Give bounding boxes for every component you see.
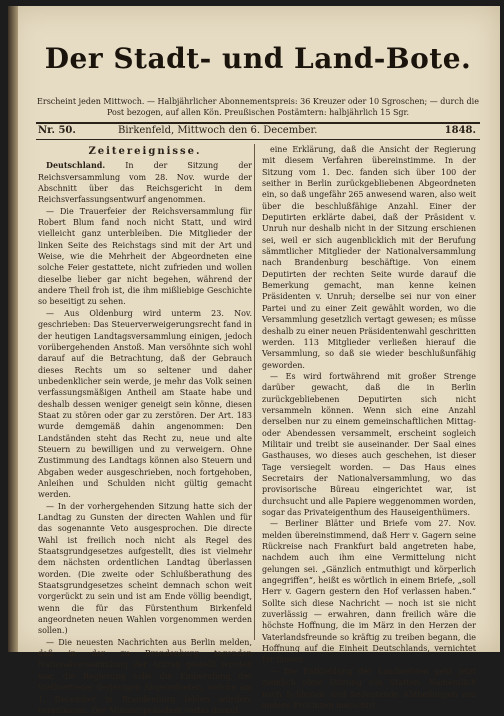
article-paragraph: — Aus Oldenburg wird unterm 23. Nov. geschrieben: Das Steuerverweigerungsrecht fand in der heutigen Landtagsversammlung einigen, jedoch vorübergehenden Anstoß. Man versöhnte sich wohl darauf auf die Betrachtung, daß der Gebrauch dieses Rechts um so seltener und daher unbedenklicher sein werde, je mehr das Volk seinen verfassungsmäßigen Antheil am Staate habe und deshalb dessen weniger geneigt sein könne, diesen Staat zu stören oder gar zu zerstören. Der Art. 183 wurde demgemäß dahin angenommen: Den Landständen steht das Recht zu, neue und alte Steuern zu bewilligen und zu verweigern. Ohne Zustimmung des Landtags können also Steuern und Abgaben weder ausgeschrieben, noch fortgehoben, Anleihen und Schulden nicht gültig gemacht werden. [38,308,252,500]
article-paragraph: Deutschland. In der Sitzung der Reichsversammlung vom 28. Nov. wurde der Abschnitt über das Reichsgericht in dem Reichsverfassungsentwurf angenommen. [38,160,252,205]
masthead-title: Der Stadt- und Land-Bote. [44,42,472,75]
subscription-line-2: Post bezogen, auf allen Kön. Preußischen Postämtern: halbjährlich 15 Sgr. [106,108,410,117]
issue-number: Nr. 50. [38,125,76,136]
subscription-line-1: Erscheint jeden Mittwoch. — Halbjährlicher Abonnementspreis: 36 Kreuzer oder 10 Sgroschen; — durch die [37,97,479,106]
header-rule-bottom [36,139,480,140]
section-title: Zeitereignisse. [88,146,202,157]
binding-spine [8,6,18,652]
dateline: Deutschland. [46,160,106,171]
article-paragraph: — Die neuesten Nachrichten aus Berlin melden, daß in der zu Brandenburg tagenden Nationalversammlung der Antrag gestellt worden war, die Regierung solle die Einberufung der Stellvertreter derjenigen Abgeordneten, welche am 1. December in Brandenburg fehlen würden, veranlassen. Der Ministerpräsident verlas darauf [38,637,252,715]
issue-row [36,124,480,138]
column-divider [254,144,255,640]
article-paragraph: — In der vorhergehenden Sitzung hatte sich der Landtag zu Gunsten der directen Wahlen und für das sogenannte Veto ausgesprochen. Die directe Wahl ist freilich noch nicht als Regel des Staatsgrundgesetzes aufgestellt, dies ist vielmehr dem nächsten ordentlichen Landtag überlassen worden. (Die zweite oder Schlußberathung des Staatsgrundgesetzes scheint demnach schon weit vorgerückt zu sein und ist am Ende völlig beendigt, wenn die für das Fürstenthum Birkenfeld angeordneten neuen Wahlen vorgenommen werden sollen.) [38,501,252,636]
article-paragraph: — Die Entkleidung der Landwehren geht jetzt ziemlich ohne Störung von Statten. Namentlich nach Schlesien sind bedeutende Abtheilungen aus andern Provinzen marschirt. [262,666,476,710]
issue-year: 1848. [444,125,476,136]
article-paragraph: — Es wird fortwährend mit großer Strenge darüber gewacht, daß die in Berlin zurückgebliebenen Deputirten sich nicht versammeln können. Wenn sich eine Anzahl derselben nur zu einem gemeinschaftlichen Mittag- oder Abendessen versammelt, erscheint sogleich Militair und treibt sie auseinander. Der Saal eines Gasthauses, wo dieses auch geschehen, ist dieser Tage versiegelt worden. — Das Haus eines Secretairs der Nationalversammlung, wo das provisorische Büreau eingerichtet war, ist durchsucht und alle Papiere weggenommen worden, sogar das Privateigenthum des Hauseigenthümers. [262,371,476,517]
place-date: Birkenfeld, Mittwoch den 6. December. [118,125,318,136]
article-paragraph: — Die Trauerfeier der Reichsversammlung für Robert Blum fand noch nicht Statt, und wird vielleicht ganz unterbleiben. Die Mitglieder der linken Seite des Reichstags sind mit der Art und Weise, wie die Mehrheit der Abgeordneten eine solche Feier gestattete, nicht zufrieden und wollen dieselbe lieber gar nicht begehen, während der andere Theil froh ist, die ihm mißliebige Geschichte so beseitigt zu sehen. [38,206,252,307]
right-column [262,144,476,710]
left-column [38,144,252,715]
article-paragraph: — Berliner Blätter und Briefe vom 27. Nov. melden übereinstimmend, daß Herr v. Gagern seine Rückreise nach Frankfurt bald angetreten habe, nachdem auch ihm eine Vermittelung nicht gelungen sei. „Gänzlich entmuthigt und körperlich angegriffen“, heißt es wörtlich in einem Briefe, „soll Herr v. Gagern gestern den Hof verlassen haben.“ Sollte sich diese Nachricht — noch ist sie nicht zuverlässig — erwahren, dann freilich wäre die höchste Hoffnung, die im März in den Herzen der Vaterlandsfreunde so kräftig zu treiben begann, die Hoffnung auf die Einheit Deutschlands, vernichtet für immer. [262,519,476,665]
newspaper-page [8,6,500,715]
article-paragraph: eine Erklärung, daß die Ansicht der Regierung mit diesem Verfahren übereinstimme. In der Sitzung vom 1. Dec. fanden sich über 100 der seither in Berlin zurückgebliebenen Abgeordneten ein, so daß ungefähr 265 anwesend waren, also weit über die beschlußfähige Anzahl. Einer der Deputirten erklärte dabei, daß der Präsident v. Unruh nur deshalb nicht in der Sitzung erschienen sei, weil er sich augenblicklich mit der Berufung sämmtlicher Mitglieder der Nationalversammlung nach Brandenburg beschäftige. Von einem Deputirten der rechten Seite wurde darauf die Bemerkung gemacht, man kenne keinen Präsidenten v. Unruh; derselbe sei nur von einer Partei und zu einer Zeit gewählt worden, wo die Versammlung gesetzlich vertagt gewesen; es müsse deshalb zu einer neuen Präsidentenwahl geschritten werden. 113 Mitglieder verließen hierauf die Versammlung, so daß sie wieder beschlußunfähig geworden. [262,145,476,370]
